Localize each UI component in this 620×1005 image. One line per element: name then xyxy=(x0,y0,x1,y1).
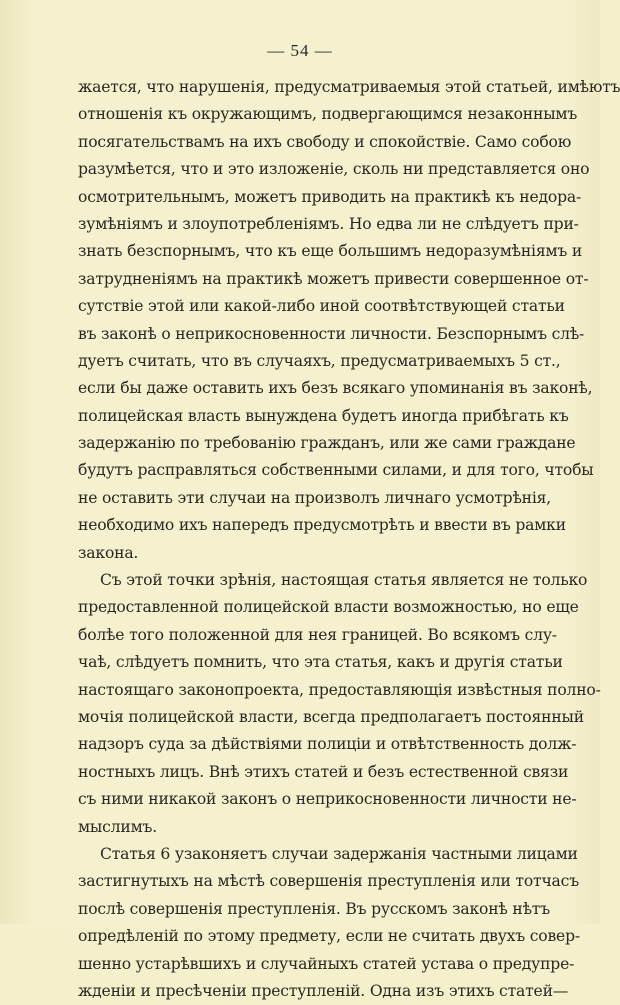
text-line: знать безспорнымъ, что къ еще большимъ недоразумѣніямъ и xyxy=(78,242,583,261)
text-line: будутъ расправляться собственными силами, и для того, чтобы xyxy=(78,461,594,480)
text-line: мочія полицейской власти, всегда предполагаетъ постоянный xyxy=(78,707,584,726)
body-text xyxy=(78,74,620,1005)
page-number: — 54 — xyxy=(267,41,333,60)
text-line: закона. xyxy=(78,543,139,562)
text-line: полицейская власть вынуждена будетъ иногда прибѣгать къ xyxy=(78,406,569,425)
text-line: настоящаго законопроекта, предоставляющія извѣстныя полно- xyxy=(78,680,601,699)
text-line: мыслимъ. xyxy=(78,817,157,836)
text-line: Съ этой точки зрѣнія, настоящая статья является не только xyxy=(100,571,588,590)
text-line: чаѣ, слѣдуетъ помнить, что эта статья, какъ и другія статьи xyxy=(78,653,563,672)
text-line: послѣ совершенія преступленія. Въ русскомъ законѣ нѣтъ xyxy=(78,899,550,918)
text-line: надзоръ суда за дѣйствіями полиціи и отвѣтственность долж- xyxy=(78,735,577,754)
text-line: отношенія къ окружающимъ, подвергающимся незаконнымъ xyxy=(78,105,578,124)
text-line: посягательствамъ на ихъ свободу и спокойствіе. Само собою xyxy=(78,132,572,151)
paragraph xyxy=(78,567,601,841)
text-line: въ законѣ о неприкосновенности личности. Безспорнымъ слѣ- xyxy=(78,324,585,343)
text-line: застигнутыхъ на мѣстѣ совершенія преступленія или тотчасъ xyxy=(78,872,579,891)
text-line: предоставленной полицейской власти возможностью, но еще xyxy=(78,598,579,617)
text-line: разумѣется, что и это изложеніе, сколь ни представляется оно xyxy=(78,160,590,179)
text-line: ностныхъ лицъ. Внѣ этихъ статей и безъ естественной связи xyxy=(78,762,569,781)
text-line: дуетъ считать, что въ случаяхъ, предусматриваемыхъ 5 ст., xyxy=(78,351,561,370)
text-line: съ ними никакой законъ о неприкосновенности личности не- xyxy=(78,790,577,809)
text-line: жается, что нарушенія, предусматриваемыя этой статьей, имѣютъ xyxy=(78,78,620,96)
text-line: задержанію по требованію гражданъ, или же сами граждане xyxy=(78,434,576,453)
text-line: не оставить эти случаи на произволъ личнаго усмотрѣнія, xyxy=(78,488,552,507)
text-line: затрудненіямъ на практикѣ можетъ привести совершенное от- xyxy=(78,269,589,288)
text-line: опредѣленій по этому предмету, если не считать двухъ совер- xyxy=(78,927,580,946)
text-line: зумѣніямъ и злоупотребленіямъ. Но едва ли не слѣдуетъ при- xyxy=(78,214,579,233)
text-line: шенно устарѣвшихъ и случайныхъ статей устава о предупре- xyxy=(78,954,575,973)
paragraph xyxy=(78,74,620,567)
text-line: сутствіе этой или какой-либо иной соотвѣтствующей статьи xyxy=(78,297,565,316)
text-line: Статья 6 узаконяетъ случаи задержанія частными лицами xyxy=(100,844,578,863)
text-line: необходимо ихъ напередъ предусмотрѣть и ввести въ рамки xyxy=(78,516,566,535)
text-line: жденіи и пресѣченіи преступленій. Одна изъ этихъ статей— xyxy=(78,981,569,1000)
text-line: осмотрительнымъ, можетъ приводить на практикѣ къ недора- xyxy=(78,187,582,206)
paragraph xyxy=(78,841,580,1005)
text-line: если бы даже оставить ихъ безъ всякаго упоминанія въ законѣ, xyxy=(78,379,593,398)
text-line: болѣе того положенной для нея границей. Во всякомъ слу- xyxy=(78,625,557,644)
